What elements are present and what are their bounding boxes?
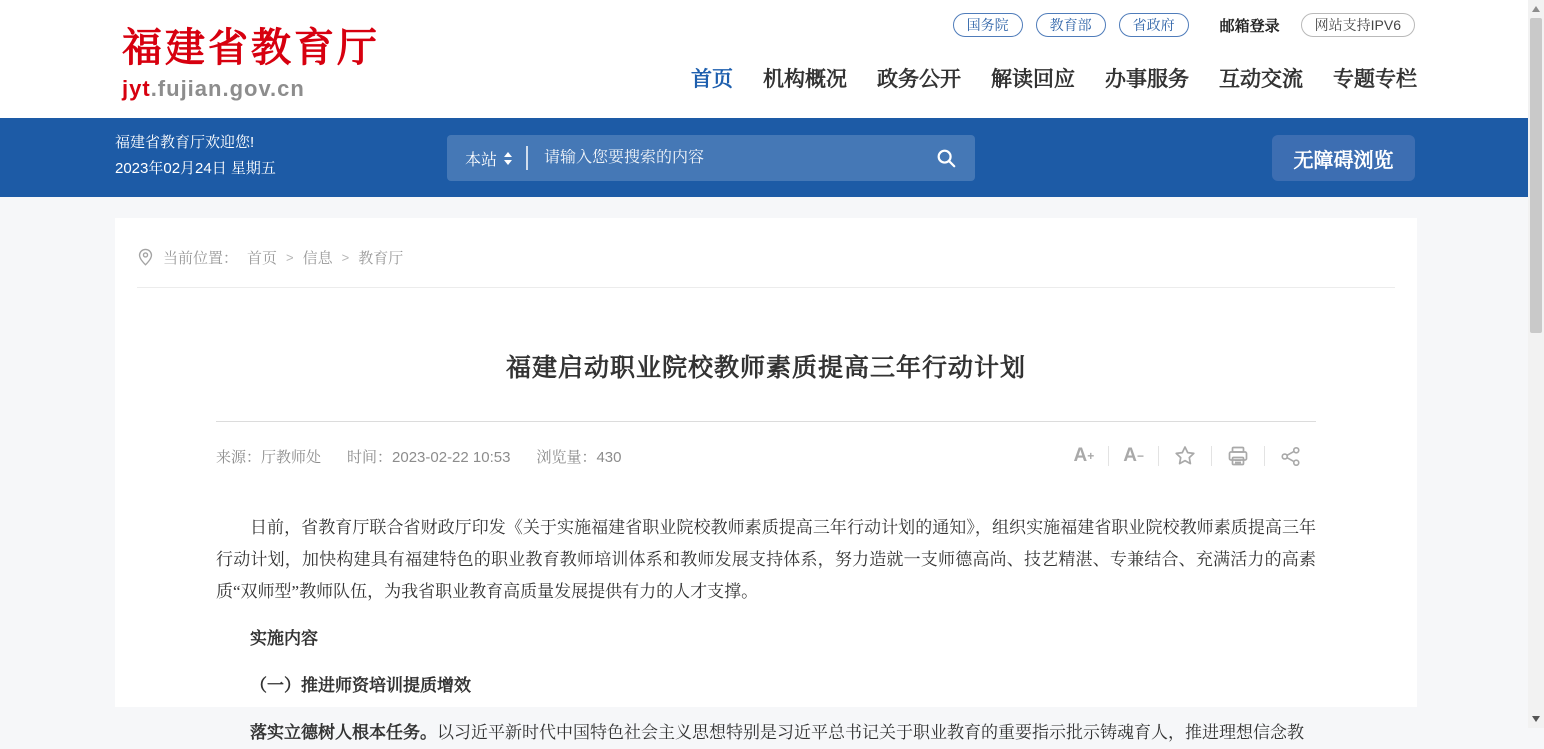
- search-box: [447, 135, 975, 181]
- nav-item-gov-affairs[interactable]: 政务公开: [877, 68, 961, 91]
- article-title: 福建启动职业院校教师素质提高三年行动计划: [505, 354, 1026, 382]
- welcome-text: [115, 130, 276, 182]
- site-logo-title: 福建省教育厅: [122, 25, 380, 70]
- scrollbar-up-arrow[interactable]: [1532, 6, 1540, 12]
- meta-views: 浏览量：430: [536, 448, 622, 466]
- search-scope-label: 本站: [465, 151, 498, 169]
- printer-icon: [1226, 444, 1250, 468]
- section-heading: 实施内容: [250, 629, 318, 648]
- location-pin-icon: [137, 248, 154, 267]
- breadcrumb-info[interactable]: 信息: [302, 250, 333, 267]
- article-paragraph: 日前，省教育厅联合省财政厅印发《关于实施福建省职业院校教师素质提高三年行动计划的通知》，组织实施福建省职业院校教师素质提高三年行动计划，加快构建具有福建特色的职业教育教师培训体系和教师发展支持体系，努力造就一支师德高尚、技艺精湛、专兼结合、充满活力的高素质“双师型”教师队伍，为我省职业教育高质量发展提供有力的人才支撑。: [216, 518, 1316, 601]
- star-icon: [1173, 444, 1197, 468]
- quick-link-szf[interactable]: 省政府: [1119, 13, 1189, 37]
- breadcrumb-dept[interactable]: 教育厅: [358, 250, 404, 267]
- site-logo-url-suffix: .fujian.gov.cn: [150, 76, 305, 101]
- scrollbar-thumb[interactable]: [1530, 18, 1542, 333]
- scope-arrows-icon: [504, 152, 512, 165]
- breadcrumb-separator: >: [341, 250, 350, 265]
- nav-item-overview[interactable]: 机构概况: [763, 68, 847, 91]
- welcome-line1: 福建省教育厅欢迎您!: [115, 134, 255, 151]
- font-increase-button[interactable]: A +: [1073, 445, 1095, 466]
- article-body: [216, 512, 1316, 749]
- nav-item-interaction[interactable]: 互动交流: [1219, 68, 1303, 91]
- breadcrumb-separator: >: [286, 250, 294, 265]
- article-paragraph: [216, 717, 1316, 749]
- meta-time: 时间：2023-02-22 10:53: [347, 448, 511, 466]
- search-divider: [526, 146, 528, 170]
- site-logo[interactable]: [122, 26, 380, 102]
- breadcrumb-label: 当前位置：: [163, 250, 239, 267]
- mail-login-link[interactable]: 邮箱登录: [1219, 17, 1280, 35]
- favorite-button[interactable]: [1159, 444, 1211, 468]
- site-logo-url-prefix: jyt: [122, 76, 151, 101]
- search-button[interactable]: [917, 147, 975, 169]
- quick-links-row: [953, 13, 1415, 37]
- site-logo-url: [122, 76, 380, 102]
- breadcrumb: [137, 218, 1395, 288]
- print-button[interactable]: [1212, 444, 1264, 468]
- nav-item-interpretation[interactable]: 解读回应: [991, 68, 1075, 91]
- share-button[interactable]: [1265, 445, 1316, 468]
- nav-item-special-topics[interactable]: 专题专栏: [1333, 68, 1417, 91]
- share-icon: [1279, 445, 1302, 468]
- article-tools: [1060, 444, 1317, 468]
- article-meta: [216, 446, 621, 467]
- topbar: [0, 118, 1544, 197]
- article-meta-row: [216, 422, 1316, 468]
- content-card: [115, 218, 1417, 742]
- breadcrumb-home[interactable]: 首页: [247, 250, 278, 267]
- search-scope-dropdown[interactable]: [447, 147, 526, 170]
- search-icon: [935, 147, 957, 169]
- meta-source: 来源：厅教师处: [216, 448, 322, 466]
- paragraph-rest: 以习近平新时代中国特色社会主义思想特别是习近平总书记关于职业教育的重要指示批示铸魂育人，推进理想信念教: [437, 723, 1304, 742]
- font-decrease-button[interactable]: A −: [1123, 445, 1144, 466]
- site-header: [0, 0, 1544, 118]
- ipv6-badge: 网站支持IPV6: [1301, 13, 1415, 37]
- vertical-scrollbar[interactable]: [1528, 0, 1544, 728]
- nav-item-services[interactable]: 办事服务: [1105, 68, 1189, 91]
- subsection-heading: （一）推进师资培训提质增效: [250, 676, 471, 695]
- nav-item-home[interactable]: 首页: [691, 68, 733, 91]
- search-input[interactable]: [544, 149, 917, 167]
- quick-link-jyb[interactable]: 教育部: [1036, 13, 1106, 37]
- main-nav: [691, 63, 1417, 93]
- accessibility-button[interactable]: 无障碍浏览: [1272, 135, 1415, 181]
- scrollbar-down-arrow[interactable]: [1532, 716, 1540, 722]
- quick-link-gwy[interactable]: 国务院: [953, 13, 1023, 37]
- paragraph-lead: 落实立德树人根本任务。: [250, 723, 437, 742]
- welcome-date: 2023年02月24日 星期五: [115, 160, 276, 177]
